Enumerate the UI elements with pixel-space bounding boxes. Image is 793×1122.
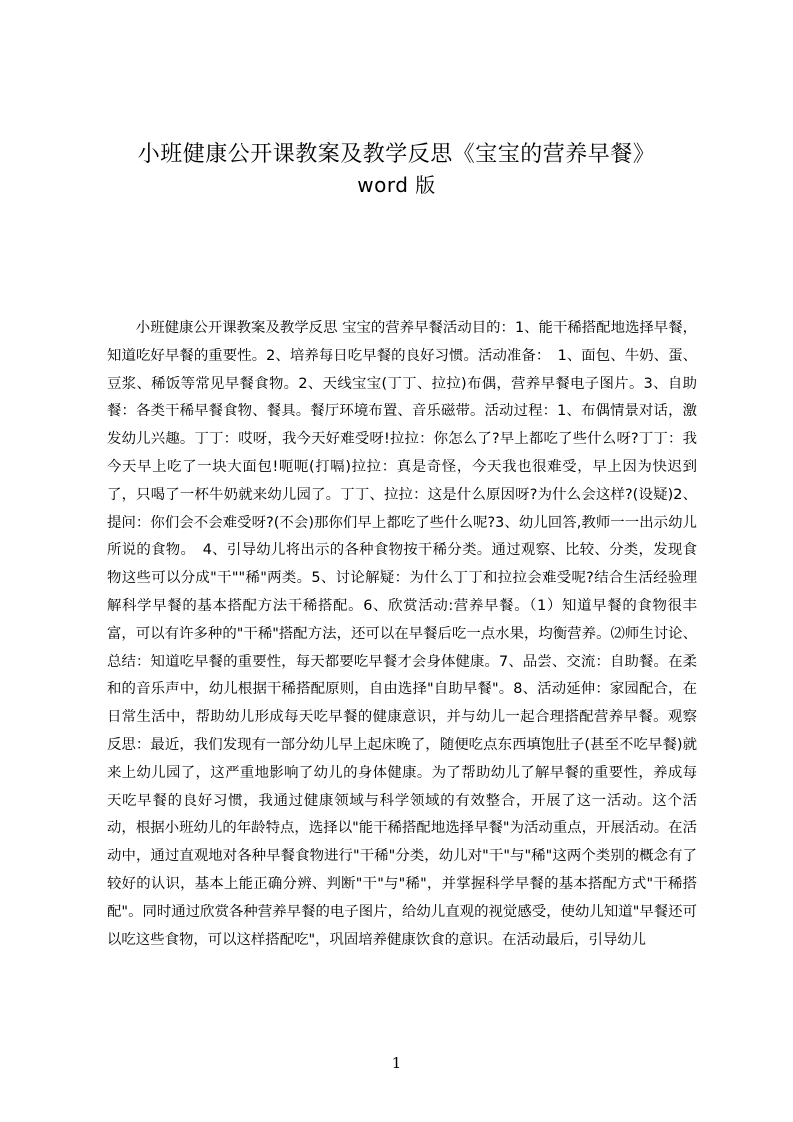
title-line-1: 小班健康公开课教案及教学反思《宝宝的营养早餐》 <box>137 142 656 167</box>
page-number: 1 <box>391 1054 402 1072</box>
document-title <box>0 140 793 200</box>
title-line-2: word 版 <box>357 173 436 197</box>
body-paragraph: 小班健康公开课教案及教学反思 宝宝的营养早餐活动目的：1、能干稀搭配地选择早餐，知道吃好早餐的重要性。2、培养每日吃早餐的良好习惯。活动准备： 1、面包、牛奶、蛋、豆浆、稀饭等常见早餐食物。2、天线宝宝(丁丁、拉拉)布偶，营养早餐电子图片。3、自助餐：各类干稀早餐食物、餐具。餐厅环境布置、音乐磁带。活动过程：1、布偶情景对话，激发幼儿兴趣。丁丁：哎呀，我今天好难受呀!拉拉：你怎么了?早上都吃了些什么呀?丁丁：我今天早上吃了一块大面包!呃呃(打嗝)拉拉：真是奇怪，今天我也很难受，早上因为快迟到了，只喝了一杯牛奶就来幼儿园了。丁丁、拉拉：这是什么原因呀?为什么会这样?(设疑)2、提问：你们会不会难受呀?(不会)那你们早上都吃了些什么呢?3、幼儿回答,教师一一出示幼儿所说的食物。 4、引导幼儿将出示的各种食物按干稀分类。通过观察、比较、分类，发现食物这些可以分成"干""稀"两类。5、讨论解疑：为什么丁丁和拉拉会难受呢?结合生活经验理解科学早餐的基本搭配方法干稀搭配。6、欣赏活动:营养早餐。（1）知道早餐的食物很丰富，可以有许多种的"干稀"搭配方法，还可以在早餐后吃一点水果，均衡营养。⑵师生讨论、总结：知道吃早餐的重要性，每天都要吃早餐才会身体健康。7、品尝、交流：自助餐。在柔和的音乐声中，幼儿根据干稀搭配原则，自由选择"自助早餐"。8、活动延伸：家园配合，在日常生活中，帮助幼儿形成每天吃早餐的健康意识，并与幼儿一起合理搭配营养早餐。观察反思：最近，我们发现有一部分幼儿早上起床晚了，随便吃点东西填饱肚子(甚至不吃早餐)就来上幼儿园了，这严重地影响了幼儿的身体健康。为了帮助幼儿了解早餐的重要性，养成每天吃早餐的良好习惯，我通过健康领域与科学领域的有效整合，开展了这一活动。这个活动，根据小班幼儿的年龄特点，选择以"能干稀搭配地选择早餐"为活动重点，开展活动。在活动中，通过直观地对各种早餐食物进行"干稀"分类，幼儿对"干"与"稀"这两个类别的概念有了较好的认识，基本上能正确分辨、判断"干"与"稀"，并掌握科学早餐的基本搭配方式"干稀搭配"。同时通过欣赏各种营养早餐的电子图片，给幼儿直观的视觉感受，使幼儿知道"早餐还可以吃这些食物，可以这样搭配吃"，巩固培养健康饮食的意识。在活动最后，引导幼儿 <box>107 320 697 948</box>
